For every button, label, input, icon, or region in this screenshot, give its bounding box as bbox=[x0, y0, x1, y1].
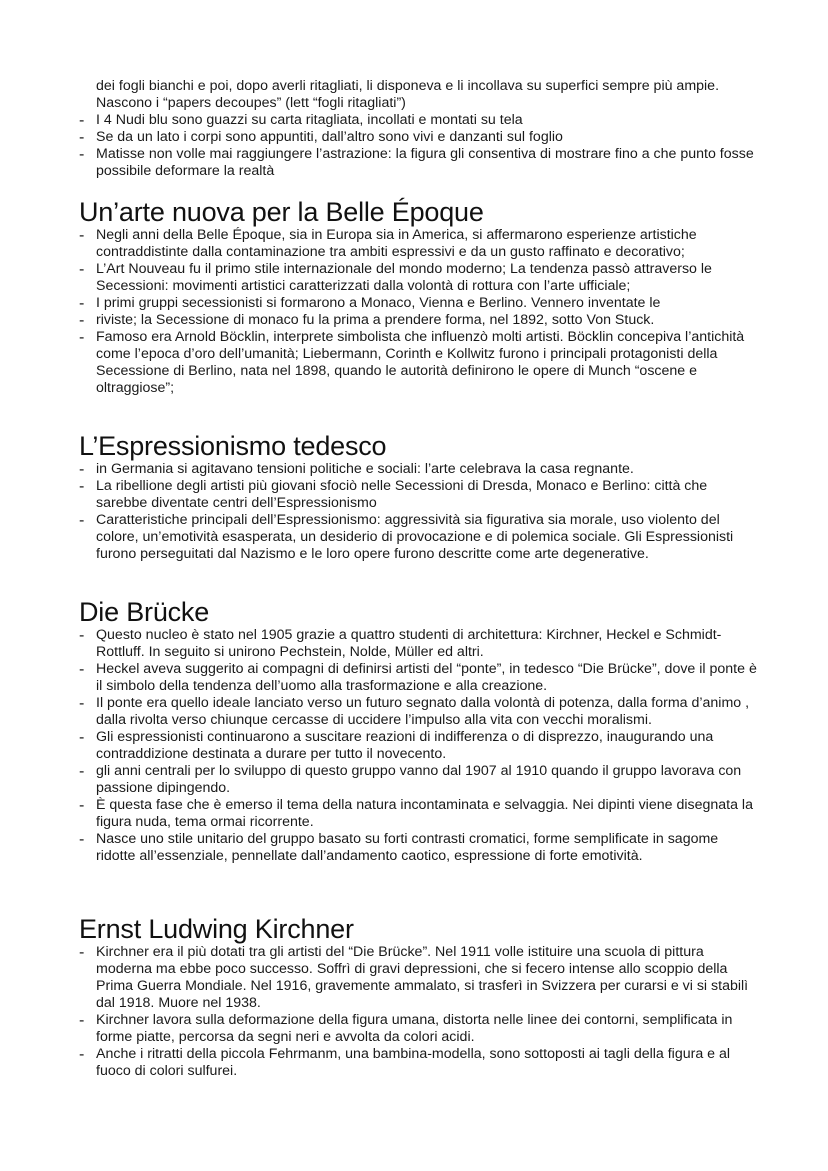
list-item: - Famoso era Arnold Böcklin, interprete simbolista che influenzò molti artisti. Böcklin concepiva l’antichità come l’epoca d’oro dell’umanità; Liebermann, Corinth e Kollwitz furono i principali protagonisti della Secessione di Berlino, nata nel 1898, quando le autorità definirono le opere di Munch “oscene e oltraggiose”; bbox=[79, 329, 759, 397]
section-title: L’Espressionismo tedesco bbox=[79, 431, 387, 461]
section-title: Die Brücke bbox=[79, 597, 210, 627]
list-item: - L’Art Nouveau fu il primo stile internazionale del mondo moderno; La tendenza passò attraverso le Secessioni: movimenti artistici caratterizzati dalla volontà di rottura con l’arte ufficiale; bbox=[79, 261, 759, 295]
list-item: - Negli anni della Belle Époque, sia in Europa sia in America, si affermarono esperienze artistiche contraddistinte dalla contaminazione tra ambiti espressivi e da un gusto raffinato e decorativo; bbox=[79, 227, 759, 261]
list-item: - Caratteristiche principali dell’Espressionismo: aggressività sia figurativa sia morale, uso violento del colore, un’emotività esasperata, un desiderio di provocazione e di polemica sociale. Gli Espressionisti furono perseguitati dal Nazismo e le loro opere furono descritte come arte degenerative. bbox=[79, 512, 759, 563]
section-espressionismo bbox=[79, 431, 759, 563]
list-item: - Il ponte era quello ideale lanciato verso un futuro segnato dalla volontà di potenza, dalla forma d’animo , dalla rivolta verso chiunque cercasse di uccidere l’impulso alla vita con vecchi moralismi. bbox=[79, 695, 759, 729]
intro-bullet-list bbox=[79, 112, 759, 180]
section-die-brucke bbox=[79, 597, 759, 865]
list-item: - Heckel aveva suggerito ai compagni di definirsi artisti del “ponte”, in tedesco “Die Brücke”, dove il ponte è il simbolo della tendenza dell’uomo alla trasformazione e alla creazione. bbox=[79, 661, 759, 695]
list-item: - riviste; la Secessione di monaco fu la prima a prendere forma, nel 1892, sotto Von Stuck. bbox=[79, 312, 759, 329]
list-item: - È questa fase che è emerso il tema della natura incontaminata e selvaggia. Nei dipinti viene disegnata la figura nuda, tema ormai ricorrente. bbox=[79, 797, 759, 831]
section-kirchner bbox=[79, 914, 759, 1080]
list-item: - La ribellione degli artisti più giovani sfociò nelle Secessioni di Dresda, Monaco e Berlino: città che sarebbe diventate centri dell’Espressionismo bbox=[79, 478, 759, 512]
list-item: - in Germania si agitavano tensioni politiche e sociali: l’arte celebrava la casa regnante. bbox=[79, 461, 759, 478]
section-title: Un’arte nuova per la Belle Époque bbox=[79, 197, 484, 227]
section-belle-epoque bbox=[79, 197, 759, 397]
list-item: - Anche i ritratti della piccola Fehrmanm, una bambina-modella, sono sottoposti ai tagli della figura e al fuoco di colori sulfurei. bbox=[79, 1046, 759, 1080]
list-item: - Questo nucleo è stato nel 1905 grazie a quattro studenti di architettura: Kirchner, Heckel e Schmidt-Rottluff. In seguito si unirono Pechstein, Nolde, Müller ed altri. bbox=[79, 627, 759, 661]
list-item: - gli anni centrali per lo sviluppo di questo gruppo vanno dal 1907 al 1910 quando il gruppo lavorava con passione dipingendo. bbox=[79, 763, 759, 797]
section-title: Ernst Ludwing Kirchner bbox=[79, 914, 354, 944]
intro-continuation-text: dei fogli bianchi e poi, dopo averli ritagliati, li disponeva e li incollava su superfici sempre più ampie. Nascono i “papers decoupes” (lett “fogli ritagliati”) bbox=[96, 78, 720, 111]
list-item: - Gli espressionisti continuarono a suscitare reazioni di indifferenza o di disprezzo, inaugurando una contraddizione destinata a durare per tutto il novecento. bbox=[79, 729, 759, 763]
list-item: - I 4 Nudi blu sono guazzi su carta ritagliata, incollati e montati su tela bbox=[79, 112, 759, 129]
list-item: - Kirchner lavora sulla deformazione della figura umana, distorta nelle linee dei contorni, semplificata in forme piatte, percorsa da segni neri e avvolta da colori acidi. bbox=[79, 1012, 759, 1046]
list-item: - Matisse non volle mai raggiungere l’astrazione: la figura gli consentiva di mostrare fino a che punto fosse possibile deformare la realtà bbox=[79, 146, 759, 180]
list-item: - Se da un lato i corpi sono appuntiti, dall’altro sono vivi e danzanti sul foglio bbox=[79, 129, 759, 146]
list-item: - I primi gruppi secessionisti si formarono a Monaco, Vienna e Berlino. Vennero inventate le bbox=[79, 295, 759, 312]
list-item: - Kirchner era il più dotati tra gli artisti del “Die Brücke”. Nel 1911 volle istituire una scuola di pittura moderna ma ebbe poco successo. Soffrì di gravi depressioni, che si fecero intense allo scoppio della Prima Guerra Mondiale. Nel 1916, gravemente ammalato, si trasferì in Svizzera per curarsi e vi si stabilì dal 1918. Muore nel 1938. bbox=[79, 944, 759, 1012]
list-item: - Nasce uno stile unitario del gruppo basato su forti contrasti cromatici, forme semplificate in sagome ridotte all’essenziale, pennellate dall’andamento caotico, espressione di forte emotività. bbox=[79, 831, 759, 865]
